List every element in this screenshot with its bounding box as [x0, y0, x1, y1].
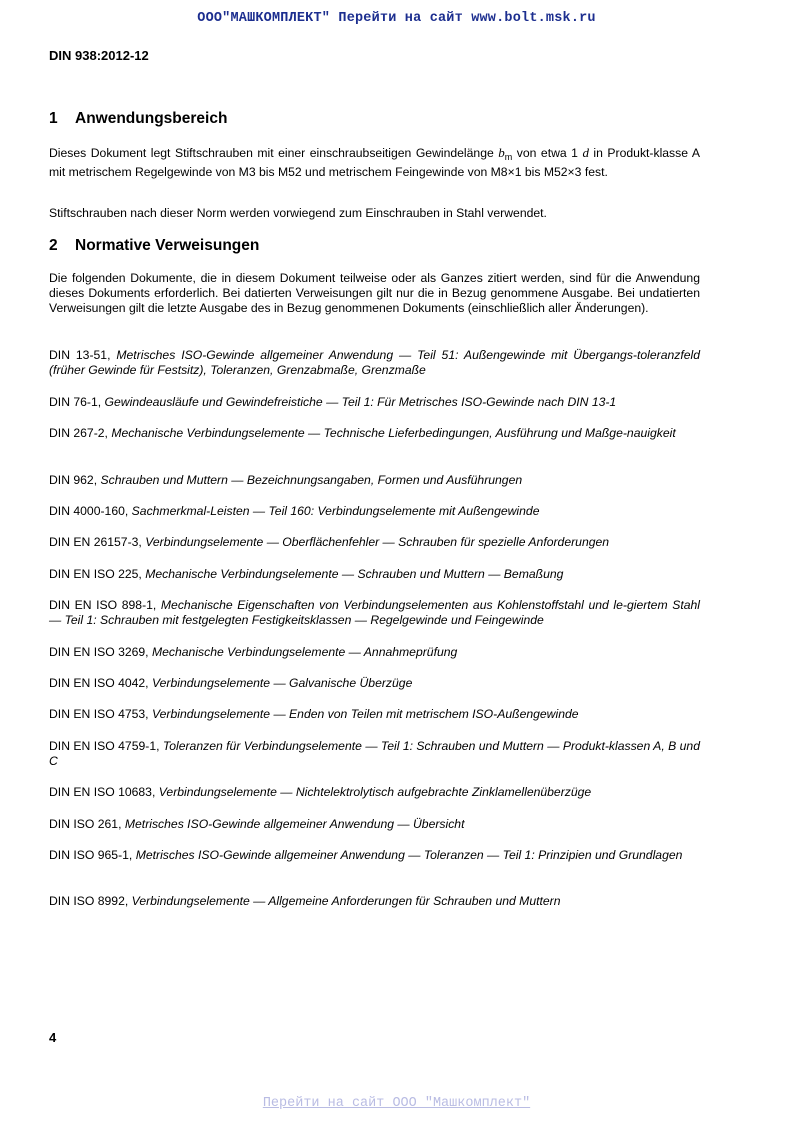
reference-code: DIN ISO 965-1,: [49, 848, 136, 862]
section-2-title: Normative Verweisungen: [75, 237, 260, 254]
reference-title: Toleranzen für Verbindungselemente — Teil 1: Schrauben und Muttern — Produkt-klassen A, B und C: [49, 739, 700, 769]
reference-item: [49, 739, 700, 769]
reference-title: Sachmerkmal-Leisten — Teil 160: Verbindungselemente mit Außengewinde: [131, 504, 540, 518]
section-1-number: 1: [49, 110, 58, 127]
reference-code: DIN ISO 261,: [49, 817, 125, 831]
reference-code: DIN 13-51,: [49, 348, 117, 362]
reference-item: [49, 707, 700, 722]
reference-code: DIN 4000-160,: [49, 504, 132, 518]
p1-text-e: in Produkt-klasse A mit metrischem Regelgewinde von M3 bis M52 und metrischem Feingewinde von M8×1 bis M52×3 fest.: [49, 146, 700, 180]
reference-item: [49, 817, 700, 832]
reference-title: Metrisches ISO-Gewinde allgemeiner Anwendung — Toleranzen — Teil 1: Prinzipien und Grundlagen: [135, 848, 683, 862]
reference-title: Mechanische Eigenschaften von Verbindungselementen aus Kohlenstoffstahl und le-giertem Stahl — Teil 1: Schrauben mit festgelegten Festigkeitsklassen — Regelgewinde und Feingewinde: [49, 598, 700, 628]
reference-item: [49, 473, 700, 488]
top-site-link[interactable]: ООО"МАШКОМПЛЕКТ" Перейти на сайт www.bolt.msk.ru: [197, 11, 596, 26]
bottom-site-link[interactable]: Перейти на сайт ООО "Машкомплект": [262, 1096, 531, 1111]
reference-code: DIN EN ISO 898-1,: [49, 598, 161, 612]
reference-title: Verbindungselemente — Enden von Teilen mit metrischem ISO-Außengewinde: [151, 707, 579, 721]
section-1-title: Anwendungsbereich: [75, 110, 228, 127]
reference-code: DIN EN ISO 4042,: [49, 676, 152, 690]
reference-item: [49, 894, 700, 909]
document-id: DIN 938:2012-12: [49, 48, 149, 63]
reference-item: [49, 535, 700, 550]
reference-item: [49, 598, 700, 628]
section-2-intro: Die folgenden Dokumente, die in diesem Dokument teilweise oder als Ganzes zitiert werden, sind für die Anwendung dieses Dokuments erforderlich. Bei datierten Verweisungen gilt nur die in Bezug genommene Ausgabe. Bei undatierten Verweisungen gilt die letzte Ausgabe des in Bezug genommenen Dokuments (einschließlich aller Änderungen).: [49, 271, 700, 316]
page-number: 4: [49, 1030, 57, 1045]
reference-title: Schrauben und Muttern — Bezeichnungsangaben, Formen und Ausführungen: [100, 473, 523, 487]
reference-item: [49, 426, 700, 441]
p1-text-c: von etwa 1: [512, 146, 583, 160]
reference-code: DIN 962,: [49, 473, 101, 487]
reference-title: Verbindungselemente — Allgemeine Anforderungen für Schrauben und Muttern: [131, 894, 561, 908]
reference-title: Verbindungselemente — Nichtelektrolytisch aufgebrachte Zinklamellenüberzüge: [158, 785, 592, 799]
reference-code: DIN EN 26157-3,: [49, 535, 146, 549]
var-m-subscript: m: [504, 152, 513, 162]
reference-item: [49, 348, 700, 378]
reference-title: Mechanische Verbindungselemente — Schrauben und Muttern — Bemaßung: [145, 567, 564, 581]
reference-title: Verbindungselemente — Galvanische Überzüge: [151, 676, 413, 690]
reference-code: DIN ISO 8992,: [49, 894, 132, 908]
reference-code: DIN EN ISO 4759-1,: [49, 739, 163, 753]
p1-text-a: Dieses Dokument legt Stiftschrauben mit einer einschraubseitigen Gewindelänge: [49, 146, 499, 160]
reference-title: Gewindeausläufe und Gewindefreistiche — Teil 1: Für Metrisches ISO-Gewinde nach DIN 13-1: [104, 395, 617, 409]
section-1-paragraph-2: Stiftschrauben nach dieser Norm werden vorwiegend zum Einschrauben in Stahl verwendet.: [49, 206, 547, 220]
reference-item: [49, 645, 700, 660]
section-2-number: 2: [49, 237, 58, 254]
section-2-heading: [49, 237, 259, 255]
reference-title: Mechanische Verbindungselemente — Technische Lieferbedingungen, Ausführung und Maßge-nauigkeit: [111, 426, 676, 440]
var-b: b: [498, 145, 505, 160]
section-1-paragraph-1: [49, 145, 700, 180]
reference-code: DIN 76-1,: [49, 395, 105, 409]
reference-item: [49, 395, 700, 410]
reference-title: Metrisches ISO-Gewinde allgemeiner Anwendung — Übersicht: [124, 817, 465, 831]
reference-code: DIN EN ISO 225,: [49, 567, 146, 581]
reference-item: [49, 848, 700, 863]
reference-title: Verbindungselemente — Oberflächenfehler — Schrauben für spezielle Anforderungen: [145, 535, 610, 549]
reference-code: DIN EN ISO 3269,: [49, 645, 152, 659]
reference-code: DIN 267-2,: [49, 426, 112, 440]
reference-item: [49, 567, 700, 582]
reference-title: Metrisches ISO-Gewinde allgemeiner Anwendung — Teil 51: Außengewinde mit Übergangs-toleranzfeld (früher Gewinde für Festsitz), Toleranzen, Grenzabmaße, Grenzmaße: [49, 348, 700, 378]
section-1-heading: [49, 110, 227, 128]
reference-code: DIN EN ISO 10683,: [49, 785, 159, 799]
reference-item: [49, 504, 700, 519]
var-d: d: [582, 145, 589, 160]
reference-item: [49, 785, 700, 800]
reference-title: Mechanische Verbindungselemente — Annahmeprüfung: [151, 645, 458, 659]
reference-code: DIN EN ISO 4753,: [49, 707, 152, 721]
reference-item: [49, 676, 700, 691]
